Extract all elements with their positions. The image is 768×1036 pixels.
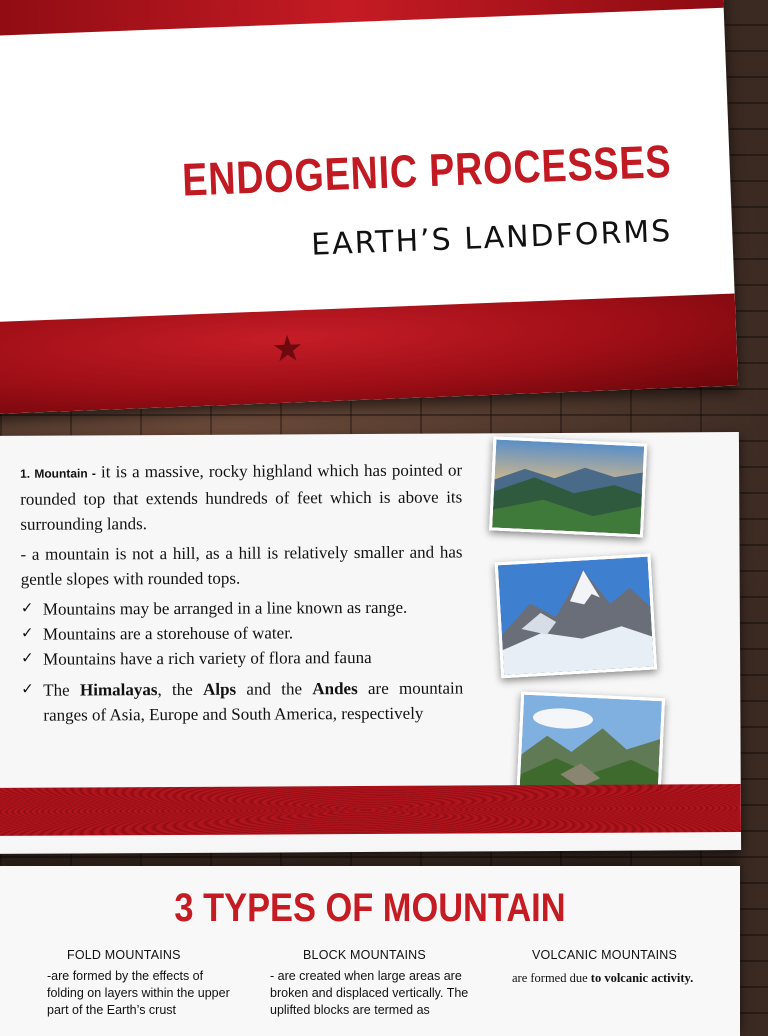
volcanic-mountains-column xyxy=(512,948,697,987)
snowy-mountain-photo xyxy=(495,554,657,679)
list-item: ✓ Mountains may be arranged in a line known as range. xyxy=(21,594,463,621)
column-title: VOLCANIC MOUNTAINS xyxy=(532,948,678,962)
check-icon: ✓ xyxy=(20,600,34,617)
mountain-sunset-photo xyxy=(489,436,647,537)
mountain-text xyxy=(20,457,463,727)
types-slide xyxy=(0,866,740,1036)
bottom-red-band xyxy=(0,294,738,415)
slide-subtitle: EARTH’S LANDFORMS xyxy=(310,213,673,263)
list-item: ✓ Mountains are a storehouse of water. xyxy=(21,619,463,646)
fold-mountains-column xyxy=(47,948,232,1019)
check-icon: ✓ xyxy=(20,625,34,642)
column-body: - are created when large areas are broken and displaced vertically. The uplifted blocks are termed as xyxy=(270,969,469,1017)
title-slide xyxy=(0,0,738,414)
column-title: BLOCK MOUNTAINS xyxy=(303,948,426,962)
bottom-red-band xyxy=(0,784,741,836)
check-icon: ✓ xyxy=(21,650,34,667)
mountain-slide xyxy=(0,432,741,854)
slide-title: ENDOGENIC PROCESSES xyxy=(181,134,673,206)
top-red-band xyxy=(0,0,724,37)
column-title: FOLD MOUNTAINS xyxy=(67,948,181,962)
list-item: ✓ Mountains have a rich variety of flora and fauna xyxy=(21,644,463,671)
list-item: ✓ The Himalayas, the Alps and the Andes are mountain ranges of Asia, Europe and South America, respectively xyxy=(21,678,464,725)
definition-paragraph xyxy=(20,457,462,536)
types-heading: 3 TYPES OF MOUNTAIN xyxy=(174,886,566,930)
block-mountains-column xyxy=(270,948,470,1019)
facts-list xyxy=(21,594,464,727)
term-label: 1. Mountain - xyxy=(20,466,96,481)
definition-text: it is a massive, rocky highland which has pointed or rounded top that extends hundreds of feet which is above its surrounding lands. xyxy=(20,460,463,534)
note-paragraph: - a mountain is not a hill, as a hill is relatively smaller and has gentle slopes with rounded tops. xyxy=(20,542,463,589)
check-icon: ✓ xyxy=(21,681,34,698)
column-body: are formed due to volcanic activity. xyxy=(512,971,694,985)
star-icon: ★ xyxy=(270,327,305,370)
column-body: -are formed by the effects of folding on layers within the upper part of the Earth’s crust xyxy=(47,969,230,1017)
